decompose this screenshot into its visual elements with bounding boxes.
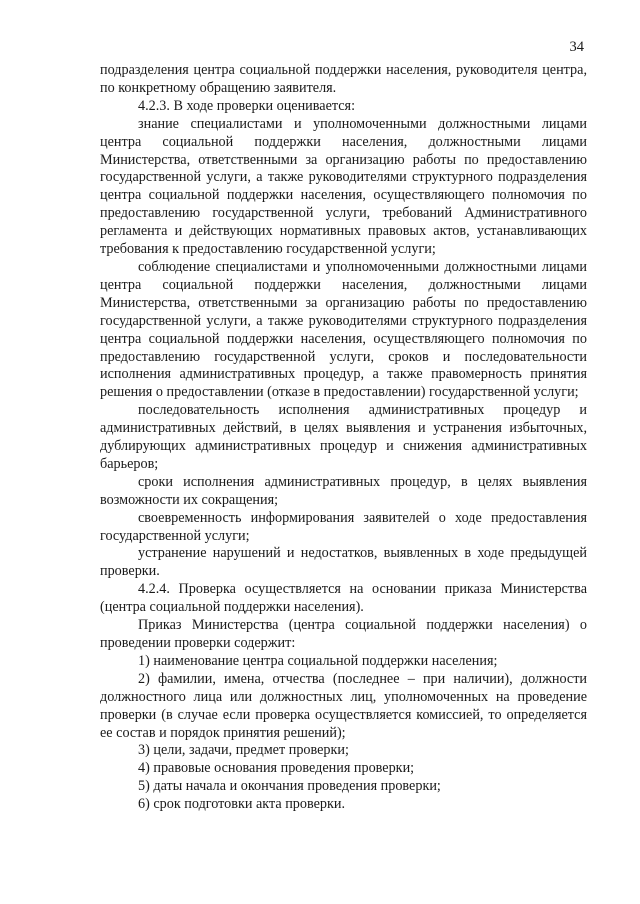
paragraph-compliance: соблюдение специалистами и уполномоченными должностными лицами центра социальной поддержки населения, должностными лицами Министерства, ответственными за организацию работы по предоставлению государственной услуги, а также руководителями структурного подразделения центра социальной поддержки населения, осуществляющего полномочия по предоставлению государственной услуги, сроков и последовательности исполнения административных процедур, а также правомерность принятия решения о предоставлении (отказе в предоставлении) государственной услуги; xyxy=(100,258,587,401)
paragraph-continuation: подразделения центра социальной поддержки населения, руководителя центра, по конкретному обращению заявителя. xyxy=(100,62,587,96)
paragraph-order-contents: Приказ Министерства (центра социальной поддержки населения) о проведении проверки содержит: xyxy=(100,617,587,651)
section-heading-4-2-4: 4.2.4. Проверка осуществляется на основании приказа Министерства (центра социальной поддержки населения). xyxy=(100,581,587,616)
page-number: 34 xyxy=(569,39,584,55)
paragraph-timeliness: своевременность информирования заявителей о ходе предоставления государственной услуги; xyxy=(100,509,587,544)
paragraph-elimination: устранение нарушений и недостатков, выявленных в ходе предыдущей проверки. xyxy=(100,545,587,580)
list-item-3: 3) цели, задачи, предмет проверки; xyxy=(138,742,349,759)
list-item-5: 5) даты начала и окончания проведения проверки; xyxy=(138,778,441,795)
paragraph-knowledge: знание специалистами и уполномоченными должностными лицами центра социальной поддержки населения, должностными лицами Министерства, ответственными за организацию работы по предоставлению государственной услуги, а также руководителями структурного подразделения центра социальной поддержки населения, осуществляющего полномочия по предоставлению государственной услуги, требований Административного регламента и действующих нормативных правовых актов, устанавливающих требования к предоставлению государственной услуги; xyxy=(100,115,587,258)
list-item-1: 1) наименование центра социальной поддержки населения; xyxy=(138,652,498,669)
document-body xyxy=(100,62,587,814)
list-item-2: 2) фамилии, имена, отчества (последнее – при наличии), должности должностного лица или должностных лиц, уполномоченных на проведение проверки (в случае если проверка осуществляется комиссией, то определяется ее состав и порядок принятия решений); xyxy=(100,670,587,741)
list-item-4: 4) правовые основания проведения проверки; xyxy=(138,760,415,777)
paragraph-deadlines: сроки исполнения административных процедур, в целях выявления возможности их сокращения; xyxy=(100,473,587,508)
list-item-6: 6) срок подготовки акта проверки. xyxy=(138,796,346,813)
section-heading-4-2-3: 4.2.3. В ходе проверки оценивается: xyxy=(138,97,356,114)
paragraph-sequence: последовательность исполнения административных процедур и административных действий, в целях выявления и устранения избыточных, дублирующих административных процедур и снижения административных барьеров; xyxy=(100,402,587,472)
